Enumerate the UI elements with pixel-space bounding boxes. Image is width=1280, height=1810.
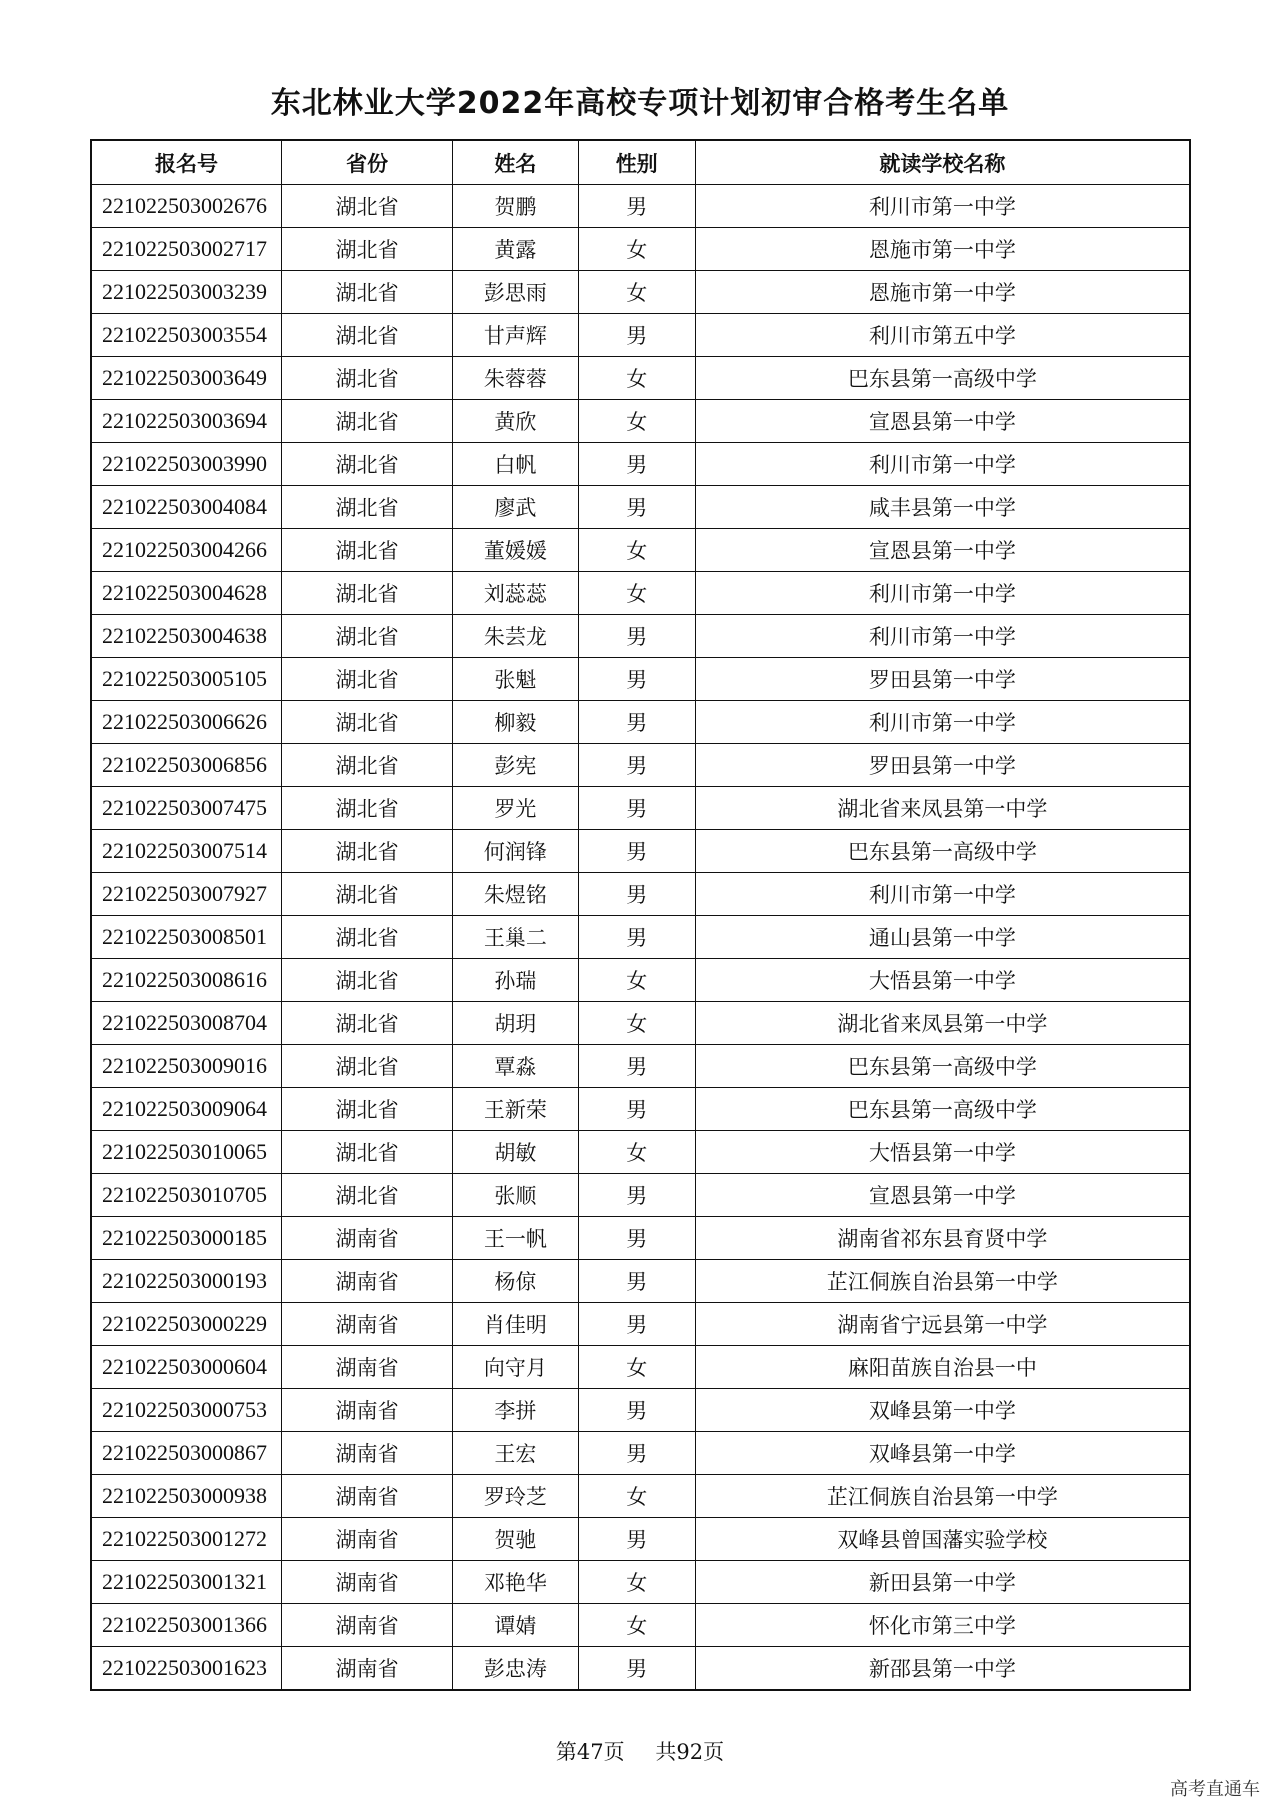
- table-row: [91, 228, 1190, 271]
- name-cell: 谭婧: [453, 1604, 579, 1647]
- candidate-table: [90, 139, 1191, 1691]
- page-footer: [0, 1736, 1280, 1766]
- province-cell: 湖北省: [282, 701, 453, 744]
- table-row: [91, 744, 1190, 787]
- table-row: [91, 1303, 1190, 1346]
- province-cell: 湖南省: [282, 1260, 453, 1303]
- province-cell: 湖北省: [282, 959, 453, 1002]
- province-cell: 湖南省: [282, 1432, 453, 1475]
- gender-cell: 女: [578, 1475, 695, 1518]
- gender-cell: 男: [578, 1303, 695, 1346]
- table-row: [91, 873, 1190, 916]
- school-cell: 利川市第一中学: [695, 615, 1190, 658]
- registration-id-cell: 221022503003554: [91, 314, 282, 357]
- province-cell: 湖北省: [282, 486, 453, 529]
- school-cell: 利川市第一中学: [695, 443, 1190, 486]
- school-cell: 湖北省来凤县第一中学: [695, 787, 1190, 830]
- name-cell: 贺鹏: [453, 185, 579, 228]
- name-cell: 肖佳明: [453, 1303, 579, 1346]
- name-cell: 贺驰: [453, 1518, 579, 1561]
- gender-cell: 女: [578, 228, 695, 271]
- table-row: [91, 787, 1190, 830]
- province-cell: 湖北省: [282, 658, 453, 701]
- name-cell: 杨倞: [453, 1260, 579, 1303]
- school-cell: 怀化市第三中学: [695, 1604, 1190, 1647]
- table-row: [91, 1432, 1190, 1475]
- school-cell: 巴东县第一高级中学: [695, 1088, 1190, 1131]
- gender-cell: 男: [578, 1389, 695, 1432]
- province-cell: 湖北省: [282, 443, 453, 486]
- school-cell: 大悟县第一中学: [695, 1131, 1190, 1174]
- province-cell: 湖南省: [282, 1604, 453, 1647]
- province-cell: 湖北省: [282, 744, 453, 787]
- registration-id-cell: 221022503001321: [91, 1561, 282, 1604]
- registration-id-cell: 221022503003990: [91, 443, 282, 486]
- name-cell: 李拼: [453, 1389, 579, 1432]
- gender-cell: 女: [578, 400, 695, 443]
- name-cell: 白帆: [453, 443, 579, 486]
- table-row: [91, 314, 1190, 357]
- name-cell: 朱蓉蓉: [453, 357, 579, 400]
- table-row: [91, 443, 1190, 486]
- registration-id-cell: 221022503010065: [91, 1131, 282, 1174]
- header-cell: 省份: [282, 140, 453, 185]
- table-row: [91, 830, 1190, 873]
- registration-id-cell: 221022503004084: [91, 486, 282, 529]
- province-cell: 湖北省: [282, 1002, 453, 1045]
- gender-cell: 男: [578, 830, 695, 873]
- province-cell: 湖北省: [282, 357, 453, 400]
- school-cell: 恩施市第一中学: [695, 228, 1190, 271]
- gender-cell: 男: [578, 873, 695, 916]
- gender-cell: 女: [578, 1346, 695, 1389]
- school-cell: 芷江侗族自治县第一中学: [695, 1475, 1190, 1518]
- gender-cell: 男: [578, 185, 695, 228]
- table-row: [91, 1217, 1190, 1260]
- registration-id-cell: 221022503007514: [91, 830, 282, 873]
- province-cell: 湖南省: [282, 1475, 453, 1518]
- table-row: [91, 1174, 1190, 1217]
- name-cell: 罗玲芝: [453, 1475, 579, 1518]
- name-cell: 罗光: [453, 787, 579, 830]
- table-row: [91, 615, 1190, 658]
- gender-cell: 男: [578, 443, 695, 486]
- gender-cell: 女: [578, 357, 695, 400]
- school-cell: 利川市第一中学: [695, 873, 1190, 916]
- gender-cell: 男: [578, 1217, 695, 1260]
- gender-cell: 男: [578, 701, 695, 744]
- table-row: [91, 1131, 1190, 1174]
- province-cell: 湖南省: [282, 1389, 453, 1432]
- gender-cell: 男: [578, 787, 695, 830]
- school-cell: 双峰县曾国藩实验学校: [695, 1518, 1190, 1561]
- school-cell: 大悟县第一中学: [695, 959, 1190, 1002]
- province-cell: 湖南省: [282, 1217, 453, 1260]
- province-cell: 湖北省: [282, 1174, 453, 1217]
- school-cell: 恩施市第一中学: [695, 271, 1190, 314]
- table-row: [91, 185, 1190, 228]
- registration-id-cell: 221022503000753: [91, 1389, 282, 1432]
- registration-id-cell: 221022503008704: [91, 1002, 282, 1045]
- registration-id-cell: 221022503001366: [91, 1604, 282, 1647]
- registration-id-cell: 221022503004628: [91, 572, 282, 615]
- registration-id-cell: 221022503004266: [91, 529, 282, 572]
- header-cell: 就读学校名称: [695, 140, 1190, 185]
- gender-cell: 男: [578, 1260, 695, 1303]
- province-cell: 湖北省: [282, 615, 453, 658]
- watermark: 高考直通车: [1170, 1779, 1260, 1800]
- registration-id-cell: 221022503000185: [91, 1217, 282, 1260]
- gender-cell: 女: [578, 959, 695, 1002]
- school-cell: 麻阳苗族自治县一中: [695, 1346, 1190, 1389]
- header-cell: 报名号: [91, 140, 282, 185]
- province-cell: 湖北省: [282, 228, 453, 271]
- name-cell: 朱芸龙: [453, 615, 579, 658]
- registration-id-cell: 221022503000229: [91, 1303, 282, 1346]
- registration-id-cell: 221022503003649: [91, 357, 282, 400]
- registration-id-cell: 221022503008616: [91, 959, 282, 1002]
- registration-id-cell: 221022503007927: [91, 873, 282, 916]
- name-cell: 胡敏: [453, 1131, 579, 1174]
- registration-id-cell: 221022503009016: [91, 1045, 282, 1088]
- province-cell: 湖北省: [282, 1045, 453, 1088]
- table-row: [91, 1475, 1190, 1518]
- registration-id-cell: 221022503002676: [91, 185, 282, 228]
- header-cell: 性别: [578, 140, 695, 185]
- province-cell: 湖北省: [282, 572, 453, 615]
- school-cell: 湖南省宁远县第一中学: [695, 1303, 1190, 1346]
- table-row: [91, 959, 1190, 1002]
- name-cell: 朱煜铭: [453, 873, 579, 916]
- name-cell: 彭思雨: [453, 271, 579, 314]
- name-cell: 黄露: [453, 228, 579, 271]
- school-cell: 宣恩县第一中学: [695, 400, 1190, 443]
- name-cell: 彭宪: [453, 744, 579, 787]
- school-cell: 新邵县第一中学: [695, 1647, 1190, 1691]
- school-cell: 利川市第一中学: [695, 701, 1190, 744]
- gender-cell: 女: [578, 529, 695, 572]
- school-cell: 新田县第一中学: [695, 1561, 1190, 1604]
- gender-cell: 女: [578, 1131, 695, 1174]
- school-cell: 巴东县第一高级中学: [695, 1045, 1190, 1088]
- table-row: [91, 1604, 1190, 1647]
- name-cell: 彭忠涛: [453, 1647, 579, 1691]
- name-cell: 张魁: [453, 658, 579, 701]
- table-row: [91, 1346, 1190, 1389]
- school-cell: 利川市第一中学: [695, 572, 1190, 615]
- registration-id-cell: 221022503009064: [91, 1088, 282, 1131]
- school-cell: 湖南省祁东县育贤中学: [695, 1217, 1190, 1260]
- province-cell: 湖北省: [282, 400, 453, 443]
- table-body: [91, 185, 1190, 1691]
- province-cell: 湖北省: [282, 271, 453, 314]
- gender-cell: 女: [578, 271, 695, 314]
- table-row: [91, 1518, 1190, 1561]
- school-cell: 双峰县第一中学: [695, 1389, 1190, 1432]
- gender-cell: 女: [578, 572, 695, 615]
- name-cell: 甘声辉: [453, 314, 579, 357]
- table-row: [91, 1260, 1190, 1303]
- name-cell: 王巢二: [453, 916, 579, 959]
- registration-id-cell: 221022503004638: [91, 615, 282, 658]
- registration-id-cell: 221022503006856: [91, 744, 282, 787]
- table-row: [91, 916, 1190, 959]
- school-cell: 罗田县第一中学: [695, 744, 1190, 787]
- gender-cell: 男: [578, 744, 695, 787]
- table-row: [91, 1088, 1190, 1131]
- page-number: 第47页: [555, 1740, 625, 1764]
- name-cell: 胡玥: [453, 1002, 579, 1045]
- table-row: [91, 572, 1190, 615]
- name-cell: 向守月: [453, 1346, 579, 1389]
- registration-id-cell: 221022503007475: [91, 787, 282, 830]
- table-row: [91, 1389, 1190, 1432]
- table-row: [91, 486, 1190, 529]
- name-cell: 邓艳华: [453, 1561, 579, 1604]
- school-cell: 宣恩县第一中学: [695, 529, 1190, 572]
- registration-id-cell: 221022503001623: [91, 1647, 282, 1691]
- gender-cell: 男: [578, 314, 695, 357]
- name-cell: 董媛媛: [453, 529, 579, 572]
- province-cell: 湖北省: [282, 529, 453, 572]
- registration-id-cell: 221022503000193: [91, 1260, 282, 1303]
- school-cell: 通山县第一中学: [695, 916, 1190, 959]
- name-cell: 王宏: [453, 1432, 579, 1475]
- school-cell: 巴东县第一高级中学: [695, 830, 1190, 873]
- table-row: [91, 529, 1190, 572]
- registration-id-cell: 221022503006626: [91, 701, 282, 744]
- province-cell: 湖北省: [282, 873, 453, 916]
- gender-cell: 男: [578, 1432, 695, 1475]
- registration-id-cell: 221022503008501: [91, 916, 282, 959]
- page-title: 东北林业大学2022年高校专项计划初审合格考生名单: [270, 86, 1010, 121]
- table-row: [91, 400, 1190, 443]
- province-cell: 湖北省: [282, 185, 453, 228]
- name-cell: 廖武: [453, 486, 579, 529]
- province-cell: 湖南省: [282, 1346, 453, 1389]
- table-row: [91, 701, 1190, 744]
- province-cell: 湖南省: [282, 1518, 453, 1561]
- school-cell: 巴东县第一高级中学: [695, 357, 1190, 400]
- gender-cell: 男: [578, 658, 695, 701]
- table-row: [91, 271, 1190, 314]
- school-cell: 罗田县第一中学: [695, 658, 1190, 701]
- gender-cell: 男: [578, 1174, 695, 1217]
- page-total: 共92页: [655, 1740, 725, 1764]
- gender-cell: 男: [578, 615, 695, 658]
- table-row: [91, 658, 1190, 701]
- table-header-row: [91, 140, 1190, 185]
- name-cell: 刘蕊蕊: [453, 572, 579, 615]
- name-cell: 王新荣: [453, 1088, 579, 1131]
- table-row: [91, 1002, 1190, 1045]
- name-cell: 黄欣: [453, 400, 579, 443]
- province-cell: 湖北省: [282, 916, 453, 959]
- province-cell: 湖北省: [282, 787, 453, 830]
- gender-cell: 男: [578, 916, 695, 959]
- gender-cell: 男: [578, 1088, 695, 1131]
- gender-cell: 男: [578, 1518, 695, 1561]
- school-cell: 双峰县第一中学: [695, 1432, 1190, 1475]
- school-cell: 利川市第五中学: [695, 314, 1190, 357]
- province-cell: 湖北省: [282, 830, 453, 873]
- table-row: [91, 1647, 1190, 1691]
- registration-id-cell: 221022503000867: [91, 1432, 282, 1475]
- school-cell: 芷江侗族自治县第一中学: [695, 1260, 1190, 1303]
- name-cell: 王一帆: [453, 1217, 579, 1260]
- gender-cell: 女: [578, 1561, 695, 1604]
- gender-cell: 男: [578, 486, 695, 529]
- table-row: [91, 1045, 1190, 1088]
- name-cell: 柳毅: [453, 701, 579, 744]
- name-cell: 何润锋: [453, 830, 579, 873]
- school-cell: 咸丰县第一中学: [695, 486, 1190, 529]
- school-cell: 宣恩县第一中学: [695, 1174, 1190, 1217]
- registration-id-cell: 221022503000938: [91, 1475, 282, 1518]
- registration-id-cell: 221022503002717: [91, 228, 282, 271]
- table-row: [91, 1561, 1190, 1604]
- registration-id-cell: 221022503005105: [91, 658, 282, 701]
- province-cell: 湖北省: [282, 1131, 453, 1174]
- registration-id-cell: 221022503010705: [91, 1174, 282, 1217]
- table-row: [91, 357, 1190, 400]
- province-cell: 湖北省: [282, 314, 453, 357]
- name-cell: 覃淼: [453, 1045, 579, 1088]
- registration-id-cell: 221022503003694: [91, 400, 282, 443]
- school-cell: 利川市第一中学: [695, 185, 1190, 228]
- province-cell: 湖北省: [282, 1088, 453, 1131]
- province-cell: 湖南省: [282, 1303, 453, 1346]
- school-cell: 湖北省来凤县第一中学: [695, 1002, 1190, 1045]
- gender-cell: 女: [578, 1604, 695, 1647]
- registration-id-cell: 221022503000604: [91, 1346, 282, 1389]
- registration-id-cell: 221022503003239: [91, 271, 282, 314]
- name-cell: 张顺: [453, 1174, 579, 1217]
- province-cell: 湖南省: [282, 1647, 453, 1691]
- gender-cell: 男: [578, 1045, 695, 1088]
- name-cell: 孙瑞: [453, 959, 579, 1002]
- province-cell: 湖南省: [282, 1561, 453, 1604]
- header-cell: 姓名: [453, 140, 579, 185]
- gender-cell: 女: [578, 1002, 695, 1045]
- gender-cell: 男: [578, 1647, 695, 1691]
- registration-id-cell: 221022503001272: [91, 1518, 282, 1561]
